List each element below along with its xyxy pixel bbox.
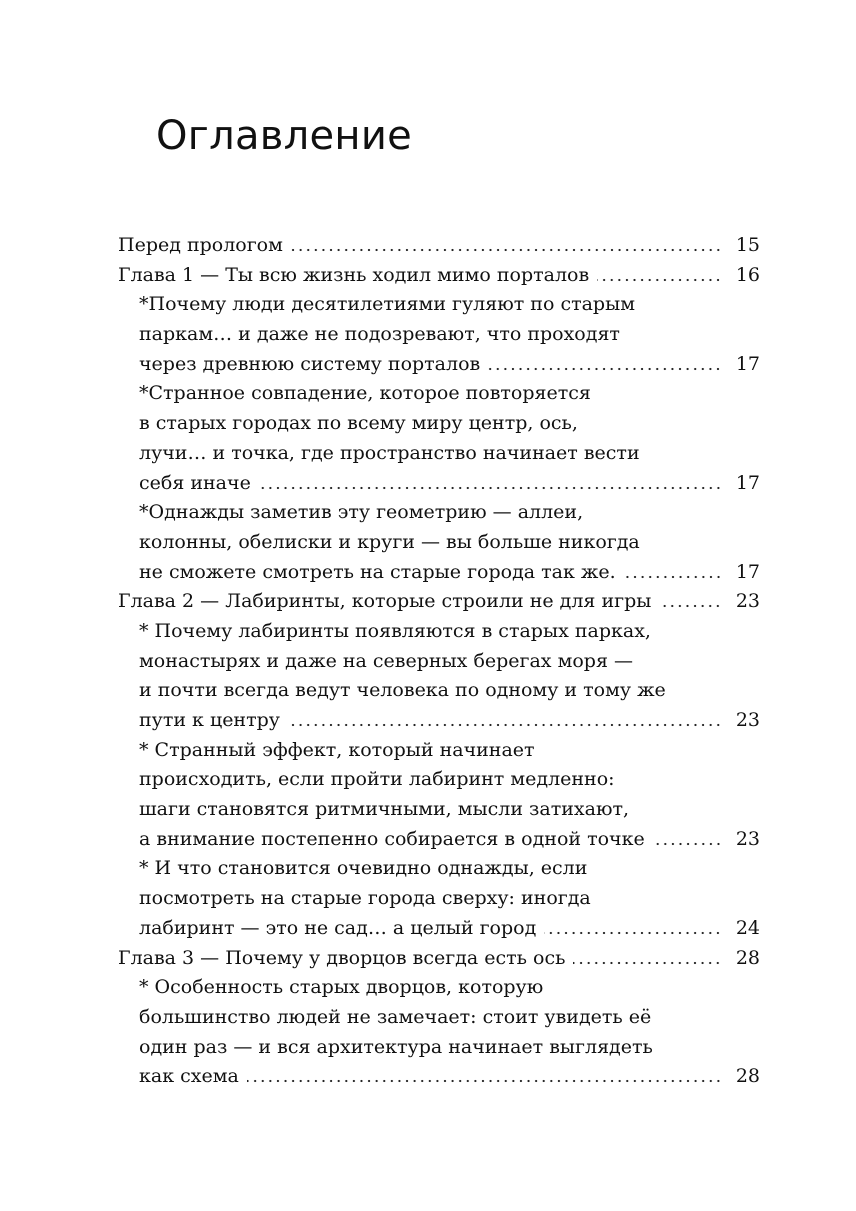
toc-entry-text-line: колонны, обелиски и круги — вы больше никогда (139, 530, 640, 553)
dot-leader (259, 478, 722, 490)
toc-entry-text-line: не сможете смотреть на старые города так же. (139, 560, 616, 583)
toc-entry-row (139, 558, 758, 588)
dot-leader (573, 953, 722, 965)
toc-page-number: 17 (735, 352, 760, 375)
toc-entry-text-line: как схема (139, 1065, 239, 1088)
dot-leader (597, 270, 722, 282)
toc-entry-text-line: пути к центру (139, 709, 280, 731)
toc-entry-text-line: * Странный эффект, который начинает (139, 738, 535, 761)
dot-leader (288, 715, 722, 727)
toc-entry-row (118, 261, 758, 291)
toc-entry-text-line: * Почему лабиринты появляются в старых парках, (139, 619, 651, 642)
toc-subentry (118, 379, 758, 498)
toc-entry-text-line: *Однажды заметив эту геометрию — аллеи, (139, 501, 584, 524)
toc-subentry (118, 736, 758, 855)
toc-entry-row (139, 1062, 758, 1092)
toc-entry-row (118, 587, 758, 617)
toc-entry-text-line: шаги становятся ритмичными, мысли затихают, (139, 798, 630, 821)
toc-entry-text-line: Глава 1 — Ты всю жизнь ходил мимо порталов (118, 263, 590, 286)
toc-entry-text-line: в старых городах по всему миру центр, ось, (139, 412, 578, 435)
toc-page-number: 23 (735, 827, 760, 850)
toc-chapter-entry (118, 944, 758, 974)
toc-entry-text-line: себя иначе (139, 471, 251, 494)
toc-subentry (118, 854, 758, 943)
dot-leader (247, 1071, 722, 1083)
toc-page-number: 17 (735, 471, 760, 494)
toc-page-number: 23 (735, 590, 760, 613)
toc-entry-row (118, 944, 758, 974)
toc-chapter-entry (118, 587, 758, 617)
toc-entry-text-line: лабиринт — это не сад… а целый город (139, 916, 537, 939)
dot-leader (653, 834, 722, 846)
toc-page-number: 28 (735, 1065, 760, 1088)
toc-entry-text-line: Глава 2 — Лабиринты, которые строили не для игры (118, 590, 652, 613)
toc-entry-text-line: * И что становится очевидно однажды, если (139, 857, 588, 880)
toc-page-number: 17 (735, 560, 760, 583)
toc-subentry (118, 290, 758, 379)
toc-entry-text-line: *Почему люди десятилетиями гуляют по старым (139, 293, 635, 316)
toc-page-number: 24 (735, 916, 760, 939)
toc-entry-row (139, 706, 758, 736)
table-of-contents (118, 231, 758, 1092)
toc-entry-row (139, 914, 758, 944)
page-title: Оглавление (156, 113, 413, 159)
toc-chapter-entry (118, 231, 758, 261)
toc-subentry (118, 617, 758, 736)
dot-leader (659, 596, 722, 608)
toc-entry-text-line: один раз — и вся архитектура начинает выглядеть (139, 1035, 653, 1058)
toc-entry-text-line: * Особенность старых дворцов, которую (139, 976, 544, 999)
toc-entry-text-line: паркам… и даже не подозревают, что проходят (139, 323, 620, 346)
dot-leader (291, 240, 722, 252)
dot-leader (488, 359, 722, 371)
toc-entry-text-line: происходить, если пройти лабиринт медленно: (139, 768, 615, 791)
toc-entry-text-line: большинство людей не замечает: стоит увидеть её (139, 1005, 652, 1028)
toc-entry-text-line: и почти всегда ведут человека по одному и тому же (139, 679, 666, 702)
toc-entry-row (139, 469, 758, 499)
toc-entry-text-line: лучи… и точка, где пространство начинает вести (139, 441, 640, 464)
toc-entry-row (118, 231, 758, 261)
toc-entry-text-line: Глава 3 — Почему у дворцов всегда есть ось (118, 946, 566, 969)
toc-page-number: 23 (735, 709, 760, 731)
toc-entry-text-line: посмотреть на старые города сверху: иногда (139, 887, 591, 910)
dot-leader (624, 567, 722, 579)
toc-entry-row (139, 825, 758, 855)
toc-chapter-entry (118, 261, 758, 291)
toc-entry-text-line: Перед прологом (118, 234, 283, 256)
toc-page-number: 15 (735, 234, 760, 256)
toc-subentry (118, 973, 758, 1092)
toc-entry-text-line: *Странное совпадение, которое повторяется (139, 382, 591, 405)
toc-entry-text-line: через древнюю систему порталов (139, 352, 481, 375)
toc-page-number: 28 (735, 946, 760, 969)
toc-subentry (118, 498, 758, 587)
toc-page-number: 16 (735, 263, 760, 286)
toc-entry-text-line: монастырях и даже на северных берегах моря — (139, 649, 633, 672)
dot-leader (544, 923, 722, 935)
toc-entry-text-line: а внимание постепенно собирается в одной точке (139, 827, 645, 850)
toc-entry-row (139, 350, 758, 380)
